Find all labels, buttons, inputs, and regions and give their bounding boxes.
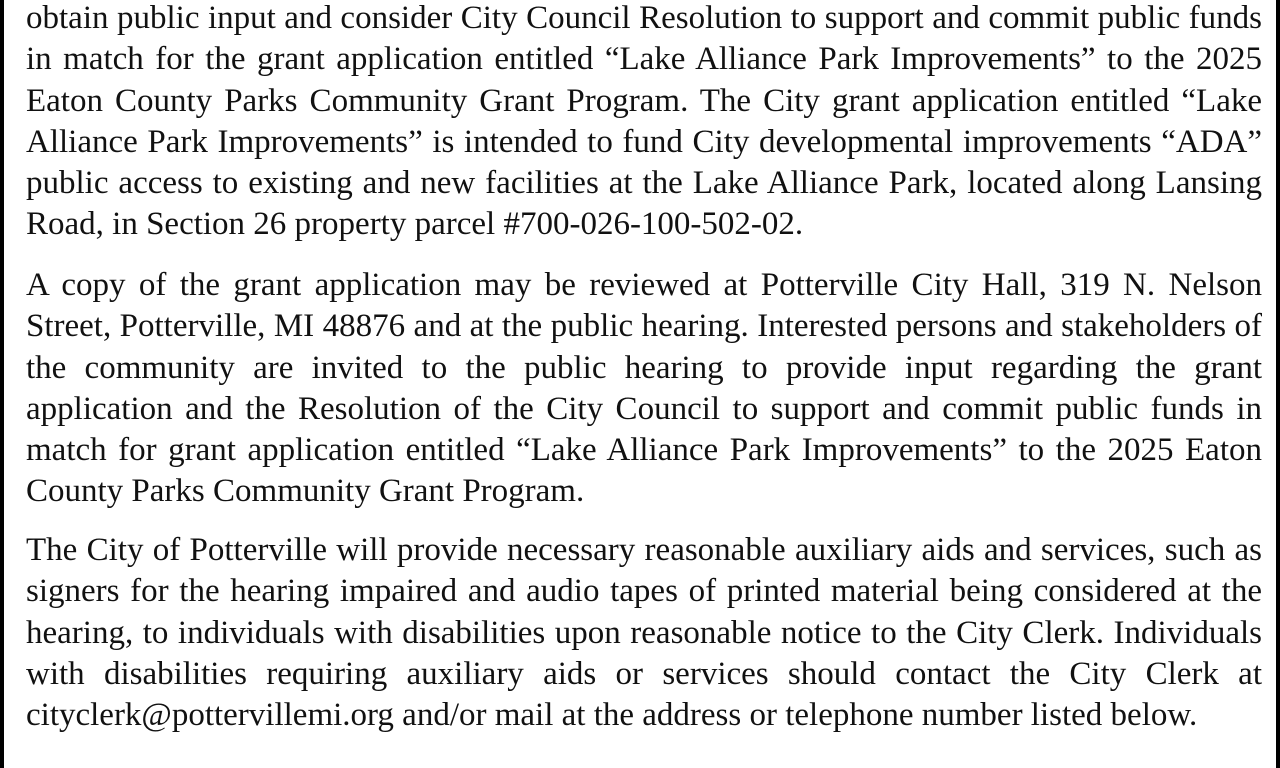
notice-paragraph-application-review: A copy of the grant application may be reviewed at Potterville City Hall, 319 N. Nelson Street, Potterville, MI 48876 and at the public hearing. Interested persons and stakeholders of the community are invited to the public hearing to provide input regarding the grant application and the Resolution of the City Council to support and commit public funds in match for grant application entitled “Lake Alliance Park Improvements” to the 2025 Eaton County Parks Community Grant Program.: [26, 267, 1262, 510]
notice-paragraph-accessibility-services: The City of Potterville will provide necessary reasonable auxiliary aids and services, such as signers for the hearing impaired and audio tapes of printed material being considered at the hearing, to individuals with disabilities upon reasonable notice to the City Clerk. Individuals with disabilities requiring auxiliary aids or services should contact the City Clerk at cityclerk@pottervillemi.org and/or mail at the address or telephone number listed below.: [26, 532, 1262, 734]
notice-paragraph-hearing-purpose: obtain public input and consider City Council Resolution to support and commit public funds in match for the grant application entitled “Lake Alliance Park Improvements” to the 2025 Eaton County Parks Community Grant Program. The City grant application entitled “Lake Alliance Park Improvements” is intended to fund City developmental improvements “ADA” public access to existing and new facilities at the Lake Alliance Park, located along Lansing Road, in Section 26 property parcel #700-026-100-502-02.: [26, 0, 1262, 243]
